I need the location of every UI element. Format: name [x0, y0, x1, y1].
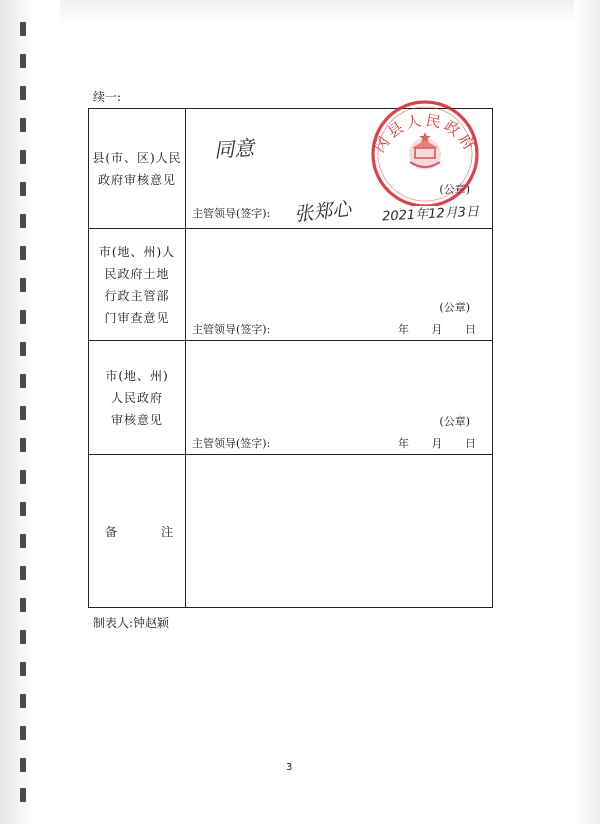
- binding-hole: [20, 598, 26, 612]
- prefecture-review-label: [89, 341, 186, 454]
- binding-hole: [20, 406, 26, 420]
- binding-hole: [20, 118, 26, 132]
- binding-hole: [20, 566, 26, 580]
- date-fields: [379, 435, 476, 451]
- binding-hole: [20, 788, 26, 802]
- binding-hole: [20, 470, 26, 484]
- date-month: 月: [431, 323, 443, 336]
- label-line: 行政主管部: [104, 288, 170, 303]
- remarks-label-char: 备: [105, 525, 118, 539]
- prefecture-review-content: [186, 341, 492, 454]
- seal-text: 冈县人民政府: [370, 111, 480, 156]
- date-year: 年: [398, 437, 409, 450]
- binding-hole: [20, 662, 26, 676]
- page-right-edge: [574, 0, 600, 824]
- binding-hole: [20, 630, 26, 644]
- page-left-shadow: [0, 0, 34, 824]
- label-line: 市(地、州)人: [98, 244, 176, 259]
- handwritten-date: 2021年12月3日: [381, 204, 480, 225]
- binding-holes: [20, 22, 28, 802]
- binding-hole: [20, 726, 26, 740]
- leader-signature-label: 主管领导(签字):: [192, 207, 271, 220]
- seal-label: (公章): [439, 301, 470, 314]
- binding-hole: [20, 374, 26, 388]
- handwritten-opinion: 同意: [213, 135, 255, 163]
- seal-label: (公章): [439, 183, 470, 196]
- date-year: 年: [398, 323, 409, 336]
- land-dept-review-row: [89, 229, 492, 341]
- land-dept-review-label: [89, 229, 186, 340]
- seal-label: (公章): [439, 415, 470, 428]
- binding-hole: [20, 278, 26, 292]
- binding-hole: [20, 22, 26, 36]
- binding-hole: [20, 246, 26, 260]
- label-line: 人民政府: [110, 390, 163, 405]
- binding-hole: [20, 86, 26, 100]
- binding-hole: [20, 54, 26, 68]
- remarks-content: [186, 455, 492, 607]
- date-fields: [379, 321, 476, 337]
- form-maker: 制表人:钟赵颖: [93, 616, 170, 630]
- leader-signature-label: 主管领导(签字):: [192, 323, 271, 336]
- prefecture-review-row: [89, 341, 492, 455]
- binding-hole: [20, 502, 26, 516]
- page-top-edge: [60, 0, 600, 24]
- binding-hole: [20, 310, 26, 324]
- official-seal-stamp: [352, 96, 496, 206]
- continuation-label: 续一:: [93, 90, 122, 104]
- label-line: 政府审核意见: [97, 172, 176, 187]
- label-line: 民政府土地: [104, 266, 170, 281]
- date-day: 日: [465, 323, 476, 336]
- handwritten-signature: 张郑心: [293, 198, 353, 226]
- county-review-label: [89, 109, 186, 228]
- binding-hole: [20, 214, 26, 228]
- binding-hole: [20, 438, 26, 452]
- binding-hole: [20, 182, 26, 196]
- binding-hole: [20, 758, 26, 772]
- remarks-label: [89, 455, 186, 607]
- label-line: 市(地、州): [105, 368, 169, 383]
- land-dept-review-content: [186, 229, 492, 340]
- date-day: 日: [465, 437, 476, 450]
- leader-signature-label: 主管领导(签字):: [192, 437, 271, 450]
- binding-hole: [20, 694, 26, 708]
- date-month: 月: [431, 437, 443, 450]
- label-line: 审核意见: [110, 412, 163, 427]
- label-line: 门审查意见: [104, 310, 170, 325]
- binding-hole: [20, 534, 26, 548]
- binding-hole: [20, 150, 26, 164]
- remarks-row: [89, 455, 492, 607]
- binding-hole: [20, 342, 26, 356]
- label-line: 县(市、区)人民: [92, 150, 182, 165]
- page-number: 3: [286, 762, 293, 773]
- national-emblem-icon: [409, 132, 441, 170]
- remarks-label-char: 注: [161, 525, 174, 539]
